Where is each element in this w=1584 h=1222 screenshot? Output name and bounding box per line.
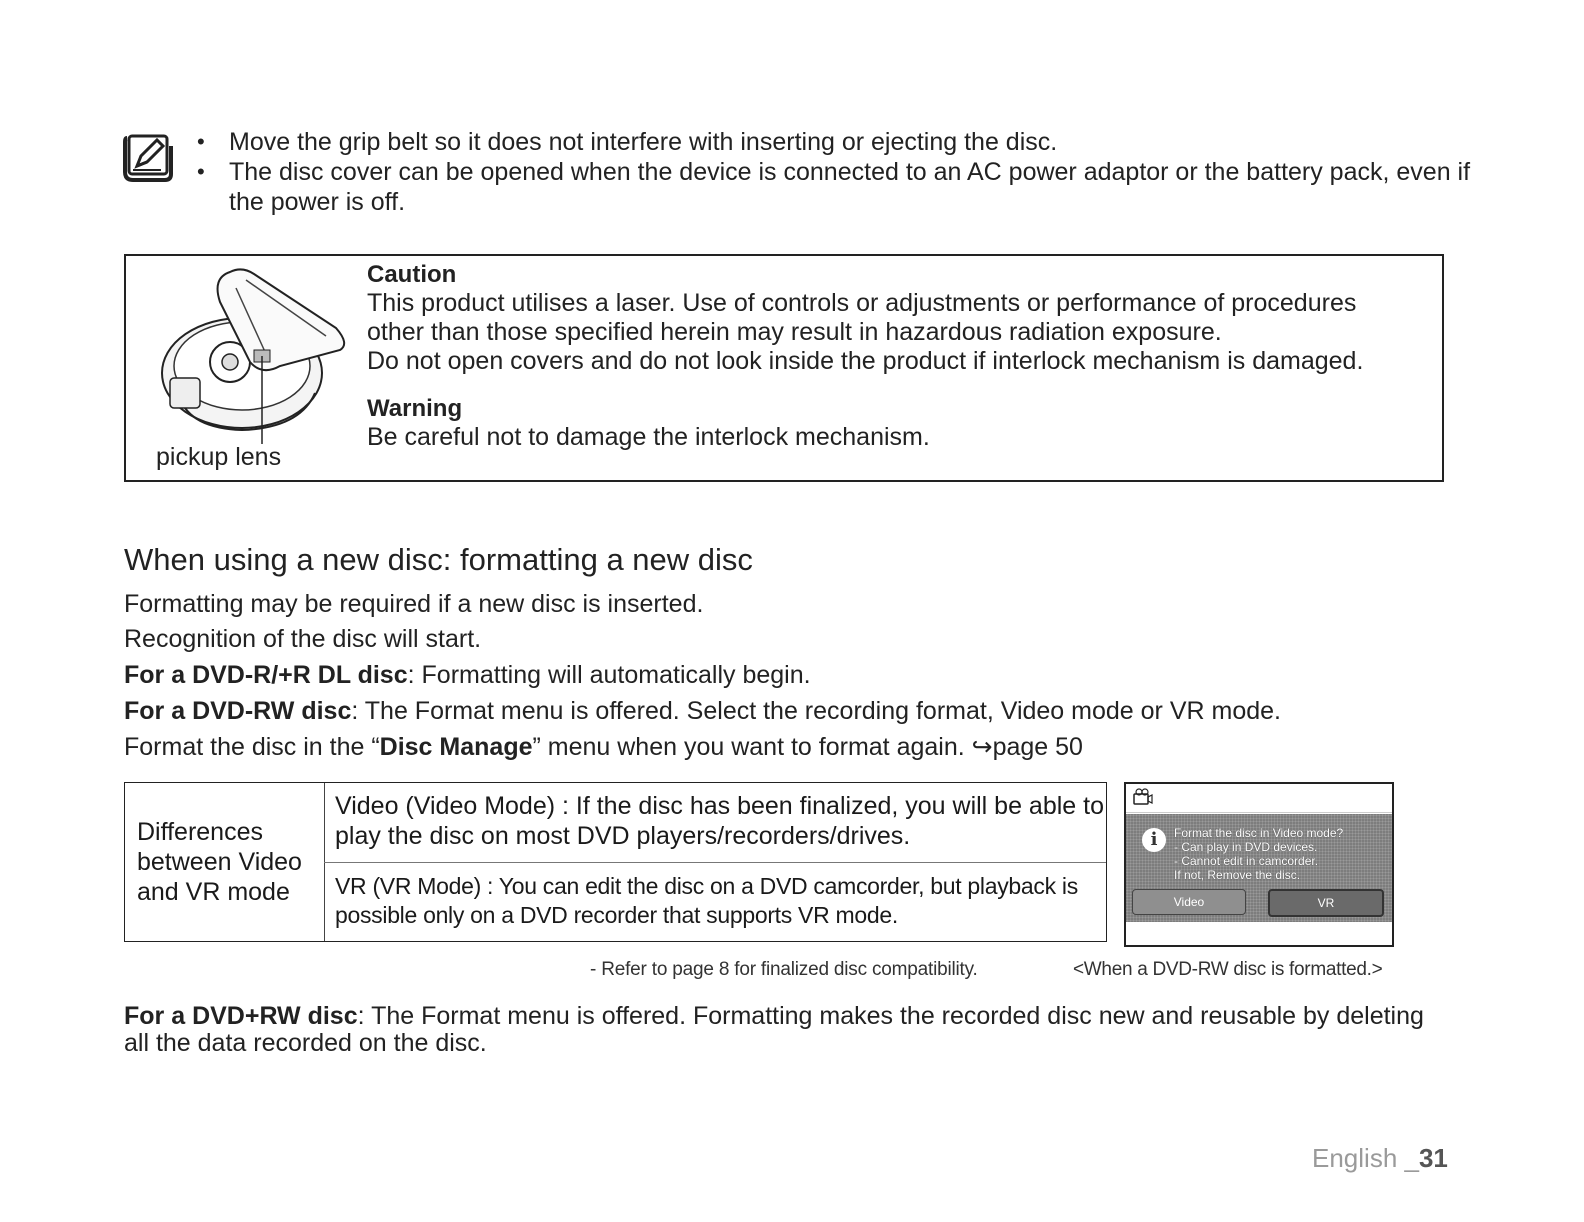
camcorder-disc-icon <box>1132 788 1154 806</box>
refer-note: - Refer to page 8 for finalized disc compatibility. <box>590 959 978 980</box>
dvd-r-text: : Formatting will automatically begin. <box>407 661 811 689</box>
caution-heading: Caution <box>367 261 457 288</box>
warning-text: Be careful not to damage the interlock mechanism. <box>367 423 930 451</box>
paragraph-format-again <box>124 732 1083 762</box>
screen-caption: <When a DVD-RW disc is formatted.> <box>1073 959 1383 980</box>
video-button[interactable]: Video <box>1132 889 1246 915</box>
warning-heading: Warning <box>367 395 463 422</box>
message-line: - Can play in DVD devices. <box>1174 840 1318 854</box>
message-line: - Cannot edit in camcorder. <box>1174 854 1319 868</box>
caution-line: This product utilises a laser. Use of controls or adjustments or performance of procedures <box>367 289 1357 317</box>
info-icon: i <box>1142 828 1166 852</box>
caution-line: Do not open covers and do not look inside the product if interlock mechanism is damaged. <box>367 347 1364 375</box>
differences-table <box>124 782 1107 942</box>
message-line: If not, Remove the disc. <box>1174 868 1301 882</box>
paragraph-dvd-r <box>124 660 811 690</box>
dvd-rw-text: : The Format menu is offered. Select the recording format, Video mode or VR mode. <box>351 697 1281 725</box>
page-footer <box>1312 1143 1448 1174</box>
footer-language: English _ <box>1312 1143 1419 1173</box>
format-dialog <box>1126 814 1392 922</box>
format-again-pre: Format the disc in the “ <box>124 733 380 761</box>
differences-label: Differences between Video and VR mode <box>137 818 302 906</box>
caution-line: other than those specified herein may result in hazardous radiation exposure. <box>367 318 1222 346</box>
dvd-r-label: For a DVD-R/+R DL disc <box>124 661 408 689</box>
paragraph-dvd-plus-rw <box>124 1003 1454 1057</box>
dvd-plus-rw-label: For a DVD+RW disc <box>124 1002 358 1030</box>
note-pencil-icon <box>121 130 175 184</box>
vr-button[interactable]: VR <box>1268 889 1384 917</box>
note-list <box>193 127 1483 217</box>
paragraph: Recognition of the disc will start. <box>124 625 482 653</box>
pickup-lens-label: pickup lens <box>156 443 282 471</box>
video-mode-description: Video (Video Mode) : If the disc has been finalized, you will be able to play the disc on most DVD players/recorders/drives. <box>335 792 1104 850</box>
camcorder-open-disc-illustration <box>150 258 350 453</box>
caution-text <box>367 260 1427 452</box>
page-number: 31 <box>1418 1143 1448 1173</box>
message-line: Format the disc in Video mode? <box>1174 826 1344 840</box>
note-item: • Move the grip belt so it does not interfere with inserting or ejecting the disc. <box>193 127 1483 157</box>
paragraph-dvd-rw <box>124 696 1281 726</box>
dvd-plus-rw-text: : The Format menu is offered. Formatting makes the recorded disc new and reusable by deleting all the data recorded on the disc. <box>124 1002 1424 1057</box>
format-screen <box>1124 782 1394 947</box>
disc-manage-label: Disc Manage <box>379 733 533 761</box>
paragraph: Formatting may be required if a new disc is inserted. <box>124 590 704 618</box>
format-message <box>1174 826 1389 882</box>
note-item: • The disc cover can be opened when the device is connected to an AC power adaptor or the battery pack, even if the power is off. <box>193 157 1483 217</box>
section-title: When using a new disc: formatting a new disc <box>124 542 753 577</box>
vr-mode-description: VR (VR Mode) : You can edit the disc on a DVD camcorder, but playback is possible only on a DVD recorder that supports VR mode. <box>335 873 1078 928</box>
dvd-rw-label: For a DVD-RW disc <box>124 697 352 725</box>
format-again-post: ” menu when you want to format again. ↪page 50 <box>532 733 1083 761</box>
